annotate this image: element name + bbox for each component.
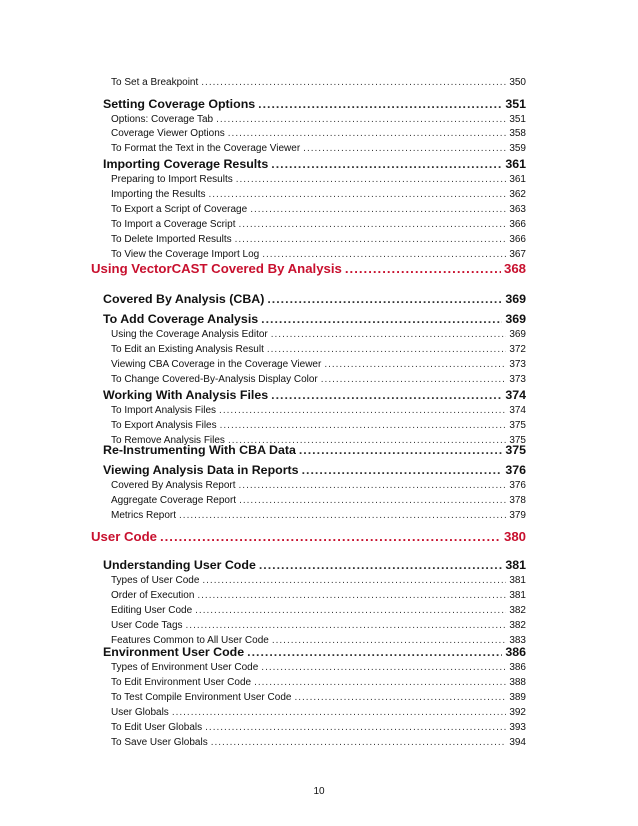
toc-entry-title: Features Common to All User Code (111, 635, 269, 646)
toc-entry-page-number: 369 (505, 292, 526, 306)
toc-entry-title: To Edit an Existing Analysis Result (111, 344, 264, 355)
toc-chapter-entry[interactable] (91, 529, 526, 544)
toc-entry-title: Types of Environment User Code (111, 662, 259, 673)
toc-entry-page-number: 372 (509, 344, 526, 355)
toc-entry-page-number: 378 (509, 495, 526, 506)
toc-entry-page-number: 367 (509, 249, 526, 260)
toc-entry-title: Covered By Analysis (CBA) (103, 292, 265, 306)
toc-entry-title: To Add Coverage Analysis (103, 312, 259, 326)
toc-entry-page-number: 393 (509, 722, 526, 733)
toc-entry-page-number: 382 (509, 605, 526, 616)
toc-subsection-entry[interactable] (111, 143, 526, 154)
toc-entry-title: To Delete Imported Results (111, 234, 232, 245)
toc-entry-page-number: 386 (505, 645, 526, 659)
toc-entry-page-number: 373 (509, 374, 526, 385)
toc-section-entry[interactable] (103, 292, 526, 306)
toc-subsection-entry[interactable] (111, 420, 526, 431)
toc-subsection-entry[interactable] (111, 575, 526, 586)
toc-entry-page-number: 368 (503, 261, 526, 276)
toc-entry-title: Options: Coverage Tab (111, 114, 214, 125)
toc-entry-title: To Edit User Globals (111, 722, 203, 733)
dot-leader (247, 645, 502, 659)
toc-entry-page-number: 369 (509, 329, 526, 340)
toc-entry-title: To View the Coverage Import Log (111, 249, 260, 260)
toc-entry-title: Importing the Results (111, 189, 206, 200)
dot-leader (261, 312, 502, 326)
toc-section-entry[interactable] (103, 443, 526, 457)
toc-subsection-entry[interactable] (111, 692, 526, 703)
toc-section-entry[interactable] (103, 645, 526, 659)
toc-subsection-entry[interactable] (111, 495, 526, 506)
toc-subsection-entry[interactable] (111, 249, 526, 260)
toc-subsection-entry[interactable] (111, 480, 526, 491)
toc-entry-title: Viewing Analysis Data in Reports (103, 463, 299, 477)
toc-entry-title: Importing Coverage Results (103, 157, 269, 171)
dot-leader (262, 249, 506, 260)
toc-subsection-entry[interactable] (111, 662, 526, 673)
toc-entry-page-number: 359 (509, 143, 526, 154)
toc-subsection-entry[interactable] (111, 620, 526, 631)
toc-entry-page-number: 369 (505, 312, 526, 326)
toc-entry-page-number: 375 (509, 435, 526, 446)
toc-subsection-entry[interactable] (111, 707, 526, 718)
toc-subsection-entry[interactable] (111, 677, 526, 688)
toc-entry-page-number: 351 (509, 114, 526, 125)
toc-entry-page-number: 361 (509, 174, 526, 185)
toc-subsection-entry[interactable] (111, 344, 526, 355)
toc-entry-page-number: 373 (509, 359, 526, 370)
toc-entry-page-number: 386 (509, 662, 526, 673)
dot-leader (267, 344, 506, 355)
toc-subsection-entry[interactable] (111, 359, 526, 370)
dot-leader (271, 157, 502, 171)
toc-entry-title: Re-Instrumenting With CBA Data (103, 443, 296, 457)
toc-entry-title: To Format the Text in the Coverage Viewer (111, 143, 301, 154)
toc-subsection-entry[interactable] (111, 174, 526, 185)
toc-entry-page-number: 374 (505, 388, 526, 402)
dot-leader (219, 405, 506, 416)
toc-entry-page-number: 388 (509, 677, 526, 688)
toc-entry-title: To Export a Script of Coverage (111, 204, 248, 215)
toc-entry-title: Using VectorCAST Covered By Analysis (91, 261, 342, 276)
toc-entry-title: To Edit Environment User Code (111, 677, 252, 688)
dot-leader (179, 510, 506, 521)
toc-subsection-entry[interactable] (111, 114, 526, 125)
toc-entry-title: Preparing to Import Results (111, 174, 233, 185)
toc-section-entry[interactable] (103, 157, 526, 171)
toc-entry-page-number: 375 (505, 443, 526, 457)
toc-entry-title: Covered By Analysis Report (111, 480, 236, 491)
dot-leader (254, 677, 506, 688)
dot-leader (160, 529, 501, 544)
toc-entry-page-number: 351 (505, 97, 526, 111)
toc-entry-title: Types of User Code (111, 575, 200, 586)
toc-entry-page-number: 363 (509, 204, 526, 215)
toc-subsection-entry[interactable] (111, 77, 526, 88)
toc-subsection-entry[interactable] (111, 590, 526, 601)
toc-entry-page-number: 374 (509, 405, 526, 416)
toc-chapter-entry[interactable] (91, 261, 526, 276)
toc-entry-page-number: 383 (509, 635, 526, 646)
toc-section-entry[interactable] (103, 463, 526, 477)
toc-entry-page-number: 376 (505, 463, 526, 477)
dot-leader (220, 420, 507, 431)
toc-subsection-entry[interactable] (111, 189, 526, 200)
dot-leader (197, 590, 506, 601)
dot-leader (216, 114, 506, 125)
dot-leader (235, 234, 507, 245)
dot-leader (303, 143, 506, 154)
dot-leader (236, 174, 507, 185)
dot-leader (239, 219, 507, 230)
toc-entry-page-number: 366 (509, 234, 526, 245)
dot-leader (209, 189, 507, 200)
dot-leader (172, 707, 507, 718)
dot-leader (186, 620, 507, 631)
toc-section-entry[interactable] (103, 558, 526, 572)
toc-subsection-entry[interactable] (111, 219, 526, 230)
toc-entry-title: To Import Analysis Files (111, 405, 217, 416)
dot-leader (321, 374, 507, 385)
toc-entry-title: User Code (91, 529, 157, 544)
dot-leader (195, 605, 506, 616)
toc-entry-title: Coverage Viewer Options (111, 128, 225, 139)
toc-entry-title: To Change Covered-By-Analysis Display Color (111, 374, 318, 385)
dot-leader (228, 128, 507, 139)
toc-entry-page-number: 376 (509, 480, 526, 491)
toc-subsection-entry[interactable] (111, 128, 526, 139)
dot-leader (345, 261, 501, 276)
toc-entry-title: User Globals (111, 707, 169, 718)
toc-entry-page-number: 379 (509, 510, 526, 521)
dot-leader (239, 480, 507, 491)
dot-leader (261, 662, 506, 673)
dot-leader (239, 495, 506, 506)
toc-entry-title: Environment User Code (103, 645, 245, 659)
toc-subsection-entry[interactable] (111, 405, 526, 416)
dot-leader (250, 204, 506, 215)
dot-leader (294, 692, 506, 703)
toc-subsection-entry[interactable] (111, 510, 526, 521)
toc-entry-title: To Test Compile Environment User Code (111, 692, 292, 703)
dot-leader (205, 722, 506, 733)
toc-entry-title: Viewing CBA Coverage in the Coverage Viewer (111, 359, 322, 370)
dot-leader (302, 463, 503, 477)
toc-entry-title: Using the Coverage Analysis Editor (111, 329, 268, 340)
toc-entry-page-number: 382 (509, 620, 526, 631)
toc-section-entry[interactable] (103, 97, 526, 111)
toc-subsection-entry[interactable] (111, 737, 526, 748)
toc-section-entry[interactable] (103, 388, 526, 402)
toc-entry-page-number: 380 (503, 529, 526, 544)
toc-entry-title: Understanding User Code (103, 558, 256, 572)
toc-entry-page-number: 394 (509, 737, 526, 748)
toc-subsection-entry[interactable] (111, 204, 526, 215)
toc-subsection-entry[interactable] (111, 722, 526, 733)
toc-entry-title: Working With Analysis Files (103, 388, 269, 402)
toc-entry-page-number: 358 (509, 128, 526, 139)
dot-leader (259, 558, 502, 572)
toc-entry-title: To Export Analysis Files (111, 420, 217, 431)
toc-entry-title: To Remove Analysis Files (111, 435, 225, 446)
dot-leader (211, 737, 507, 748)
page-number: 10 (313, 786, 325, 797)
toc-entry-page-number: 389 (509, 692, 526, 703)
toc-entry-page-number: 361 (505, 157, 526, 171)
toc-entry-page-number: 350 (509, 77, 526, 88)
toc-subsection-entry[interactable] (111, 374, 526, 385)
toc-entry-title: User Code Tags (111, 620, 183, 631)
dot-leader (201, 77, 506, 88)
toc-subsection-entry[interactable] (111, 234, 526, 245)
dot-leader (271, 329, 507, 340)
toc-section-entry[interactable] (103, 312, 526, 326)
toc-entry-page-number: 381 (509, 575, 526, 586)
dot-leader (202, 575, 506, 586)
toc-subsection-entry[interactable] (111, 605, 526, 616)
toc-entry-title: Setting Coverage Options (103, 97, 256, 111)
toc-entry-page-number: 381 (509, 590, 526, 601)
toc-entry-title: To Save User Globals (111, 737, 208, 748)
toc-entry-title: Editing User Code (111, 605, 193, 616)
dot-leader (299, 443, 502, 457)
toc-entry-title: To Set a Breakpoint (111, 77, 199, 88)
toc-entry-page-number: 375 (509, 420, 526, 431)
toc-entry-page-number: 362 (509, 189, 526, 200)
dot-leader (271, 388, 502, 402)
toc-entry-page-number: 366 (509, 219, 526, 230)
toc-entry-title: Metrics Report (111, 510, 177, 521)
toc-entry-title: Aggregate Coverage Report (111, 495, 237, 506)
toc-entry-page-number: 381 (505, 558, 526, 572)
toc-subsection-entry[interactable] (111, 329, 526, 340)
dot-leader (258, 97, 502, 111)
toc-entry-page-number: 392 (509, 707, 526, 718)
toc-entry-title: Order of Execution (111, 590, 195, 601)
toc-entry-title: To Import a Coverage Script (111, 219, 236, 230)
dot-leader (324, 359, 506, 370)
dot-leader (267, 292, 502, 306)
